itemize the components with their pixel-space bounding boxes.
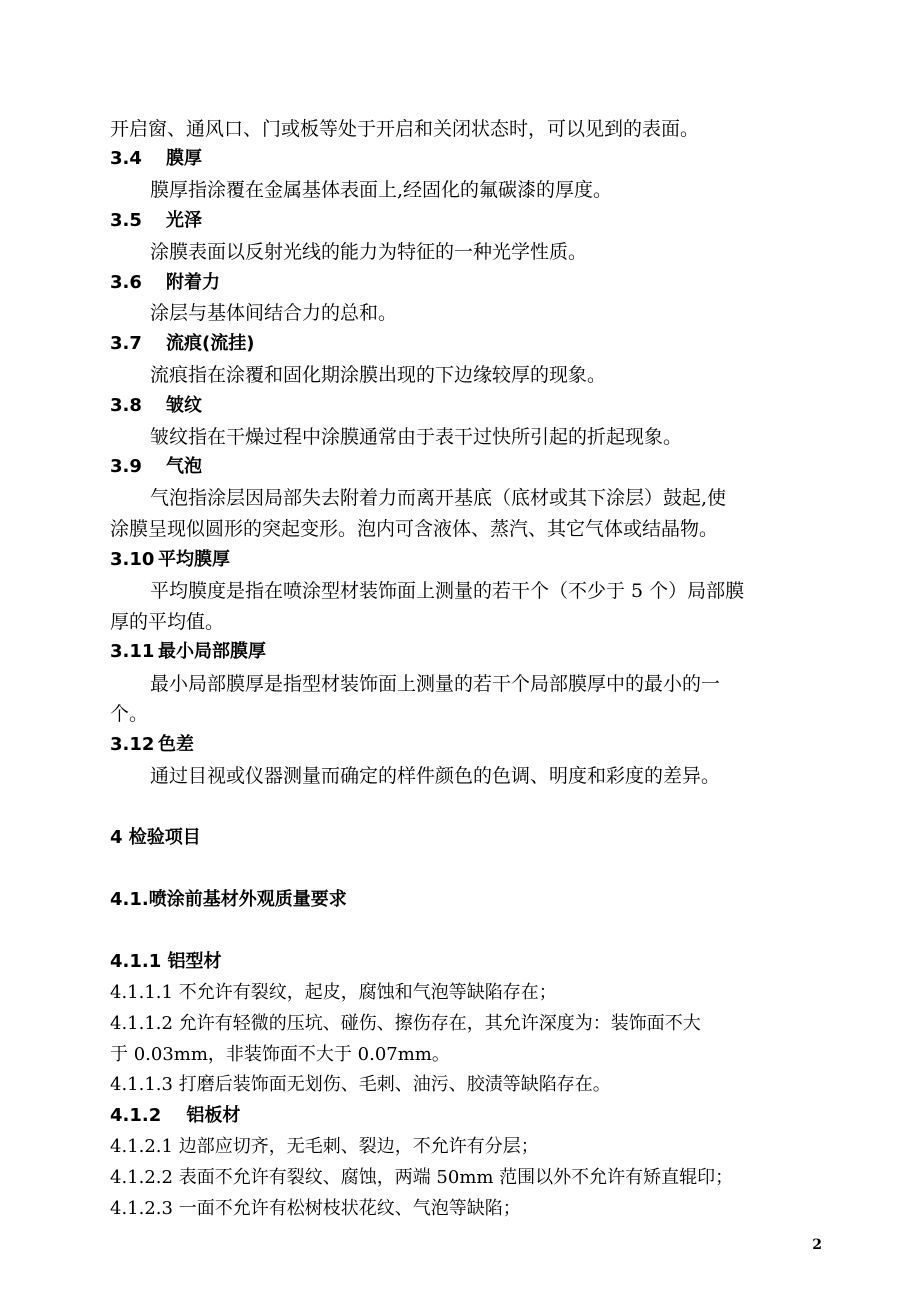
definition-text-continued: 个。 [110,703,149,725]
subsection-heading: 4.1.喷涂前基材外观质量要求 [110,889,347,910]
definition-heading [110,548,230,572]
subsubsection-heading: 4.1.1 铝型材 [110,951,222,972]
definition-title: 光泽 [166,210,202,231]
clause: 4.1.1.3 打磨后装饰面无划伤、毛刺、油污、胶渍等缺陷存在。 [110,1074,611,1095]
clause: 4.1.2.2 表面不允许有裂纹、腐蚀，两端 50mm 范围以外不允许有矫直辊印； [110,1167,734,1188]
definition-text: 膜厚指涂覆在金属基体表面上,经固化的氟碳漆的厚度。 [150,179,613,201]
definition-heading [110,209,202,233]
definition-number: 3.4 [110,148,142,169]
definition-text: 皱纹指在干燥过程中涂膜通常由于表干过快所引起的折起现象。 [150,426,683,448]
clause: 4.1.2.1 边部应切齐，无毛刺、裂边，不允许有分层； [110,1136,539,1157]
definition-text-continued: 涂膜呈现似圆形的突起变形。泡内可含液体、蒸汽、其它气体或结晶物。 [110,518,719,540]
definition-heading [110,147,202,171]
definition-title: 气泡 [166,456,202,477]
clause: 4.1.2.3 一面不允许有松树枝状花纹、气泡等缺陷； [110,1198,521,1219]
definition-text: 平均膜度是指在喷涂型材装饰面上测量的若干个（不少于 5 个）局部膜 [150,580,745,602]
definition-title: 流痕(流挂) [166,333,255,354]
definition-text: 通过目视或仪器测量而确定的样件颜色的色调、明度和彩度的差异。 [150,765,721,787]
intro-line: 开启窗、通风口、门或板等处于开启和关闭状态时，可以见到的表面。 [110,118,700,140]
page-number: 2 [812,1237,822,1253]
definition-heading [110,733,194,757]
definition-number: 3.12 [110,734,155,755]
definition-number: 3.5 [110,210,142,231]
definition-title: 附着力 [166,272,220,293]
definition-heading [110,394,202,418]
definition-text: 流痕指在涂覆和固化期涂膜出现的下边缘较厚的现象。 [150,364,607,386]
clause-continued: 于 0.03mm，非装饰面不大于 0.07mm。 [110,1044,450,1065]
subsubsection-heading: 4.1.2 铝板材 [110,1105,241,1126]
definition-text: 涂层与基体间结合力的总和。 [150,302,398,324]
definition-text: 涂膜表面以反射光线的能力为特征的一种光学性质。 [150,241,588,263]
definition-heading [110,332,254,356]
definition-number: 3.8 [110,395,142,416]
definition-text: 最小局部膜厚是指型材装饰面上测量的若干个局部膜厚中的最小的一 [150,673,721,695]
definition-text: 气泡指涂层因局部失去附着力而离开基底（底材或其下涂层）鼓起,使 [150,487,727,509]
definition-title: 皱纹 [166,395,202,416]
definition-number: 3.9 [110,456,142,477]
definition-text-continued: 厚的平均值。 [110,611,225,633]
definition-heading [110,455,202,479]
definition-heading [110,271,220,295]
definition-number: 3.7 [110,333,142,354]
definition-title: 膜厚 [166,148,202,169]
section-heading: 4 检验项目 [110,827,201,848]
definition-number: 3.6 [110,272,142,293]
definition-title: 色差 [158,734,194,755]
definition-title: 平均膜厚 [158,549,230,570]
definition-heading [110,640,266,664]
clause: 4.1.1.2 允许有轻微的压坑、碰伤、擦伤存在，其允许深度为：装饰面不大 [110,1013,701,1034]
definition-title: 最小局部膜厚 [158,641,266,662]
definition-number: 3.11 [110,641,155,662]
clause: 4.1.1.1 不允许有裂纹，起皮，腐蚀和气泡等缺陷存在； [110,982,557,1003]
definition-number: 3.10 [110,549,155,570]
